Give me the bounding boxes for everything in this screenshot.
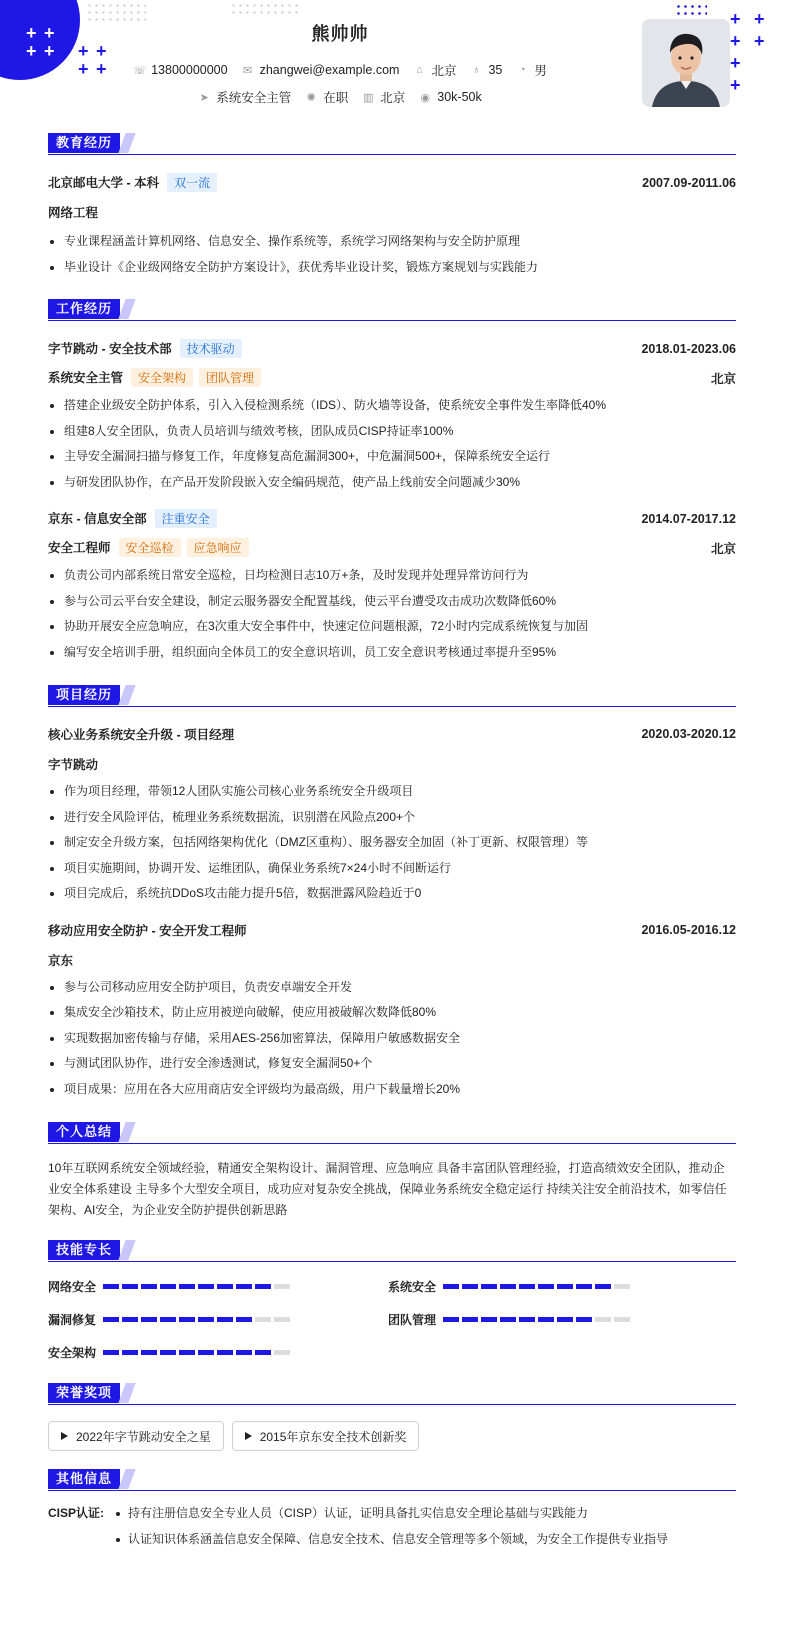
skill-level-segment (160, 1350, 176, 1355)
age-item (470, 61, 502, 79)
list-item: 组建8人安全团队，负责人员培训与绩效考核，团队成员CISP持证率100% (48, 419, 736, 445)
company-name: 京东 - 信息安全部 (48, 512, 147, 526)
decor-plus-icon: + (78, 59, 89, 79)
company-tag: 技术驱动 (180, 339, 242, 358)
skill-level-segment (481, 1284, 497, 1289)
decor-plus-icon: + (730, 53, 741, 73)
award-label: 2015年京东安全技术创新奖 (259, 1429, 407, 1444)
target-city-item (362, 88, 405, 106)
projects-section (48, 685, 736, 1102)
decor-plus-icon: + (44, 23, 55, 43)
skill-level-segment (141, 1284, 157, 1289)
skill-level-segment (198, 1317, 214, 1322)
skill-level-segment (519, 1284, 535, 1289)
project-name: 移动应用安全防护 - 安全开发工程师 (48, 923, 247, 938)
award-item (48, 1421, 224, 1451)
skill-level-segment (614, 1317, 630, 1322)
other-bullets (114, 1501, 668, 1552)
title-decor (118, 1383, 135, 1403)
avatar (642, 19, 730, 107)
section-header (48, 1240, 736, 1262)
contact-row (0, 61, 680, 79)
skill-item (48, 1336, 388, 1369)
project-period: 2016.05-2016.12 (641, 922, 736, 937)
project-row (48, 921, 736, 939)
job-row (48, 339, 736, 358)
phone-text: 13800000000 (151, 63, 228, 77)
skill-level-segment (595, 1317, 611, 1322)
home-icon: ⌂ (416, 64, 423, 76)
decor-plus-icon: + (26, 41, 37, 61)
list-item: 项目完成后，系统抗DDoS攻击能力提升5倍，数据泄露风险趋近于0 (48, 881, 736, 907)
decor-plus-icon: + (730, 31, 741, 51)
skill-item (388, 1303, 728, 1336)
skill-level-segment (462, 1317, 478, 1322)
job-row (48, 509, 736, 528)
skill-item (388, 1270, 728, 1303)
skill-level-segment (217, 1284, 233, 1289)
skill-level-segment (255, 1350, 271, 1355)
skill-level-segment (576, 1284, 592, 1289)
skill-name: 系统安全 (388, 1280, 437, 1294)
project-name: 核心业务系统安全升级 - 项目经理 (48, 728, 235, 742)
skill-level-segment (122, 1317, 138, 1322)
skill-level-segment (595, 1284, 611, 1289)
list-item: 进行安全风险评估，梳理业务系统数据流，识别潜在风险点200+个 (48, 805, 736, 831)
skill-level-segment (160, 1284, 176, 1289)
list-item: 认证知识体系涵盖信息安全保障、信息安全技术、信息安全管理等多个领域，为安全工作提供专业指导 (114, 1527, 668, 1553)
salary-text: 30k-50k (437, 90, 482, 104)
skill-level-segment (217, 1317, 233, 1322)
title-decor (118, 133, 135, 153)
role-row (48, 368, 736, 387)
school-name: 北京邮电大学 - 本科 (48, 176, 160, 190)
avatar-portrait-icon (642, 19, 730, 107)
skill-level-segment (160, 1317, 176, 1322)
awards-list (48, 1421, 736, 1451)
gender-icon: ◔ (519, 64, 526, 76)
skill-level-segment (443, 1317, 459, 1322)
email-text: zhangwei@example.com (259, 63, 400, 77)
skill-level-segment (557, 1317, 573, 1322)
gender-text: 男 (534, 64, 547, 78)
skill-level-segment (614, 1284, 630, 1289)
skill-level-segment (519, 1317, 535, 1322)
decor-plus-icon: + (730, 75, 741, 95)
skill-level-segment (557, 1284, 573, 1289)
job-bullets (48, 563, 736, 665)
location-text: 北京 (431, 64, 457, 78)
skill-level-segment (274, 1317, 290, 1322)
decor-plus-icon: + (26, 23, 37, 43)
project-row (48, 725, 736, 743)
project-bullets (48, 779, 736, 907)
title-decor (118, 685, 135, 705)
decor-plus-icon: + (96, 59, 107, 79)
location-item (413, 61, 456, 79)
list-item: 项目实施期间，协调开发、运维团队，确保业务系统7×24小时不间断运行 (48, 856, 736, 882)
major-name: 网络工程 (48, 206, 99, 220)
skill-name: 漏洞修复 (48, 1313, 97, 1327)
other-row (48, 1501, 736, 1552)
role-tag: 团队管理 (199, 368, 261, 387)
list-item: 与测试团队协作，进行安全渗透测试，修复安全漏洞50+个 (48, 1051, 736, 1077)
section-header (48, 133, 736, 155)
section-title: 荣誉奖项 (48, 1383, 120, 1403)
mail-icon: ✉ (242, 64, 253, 77)
skill-name: 安全架构 (48, 1346, 97, 1360)
job-city: 北京 (710, 541, 736, 556)
education-section (48, 133, 736, 280)
list-item: 项目成果：应用在各大应用商店安全评级均为最高级，用户下载量增长20% (48, 1077, 736, 1103)
skill-level-segment (500, 1317, 516, 1322)
decor-plus-icon: + (78, 41, 89, 61)
list-item: 制定安全升级方案，包括网络架构优化（DMZ区重构）、服务器安全加固（补丁更新、权限管理）等 (48, 830, 736, 856)
status-icon: ✺ (306, 91, 316, 104)
title-decor (118, 299, 135, 319)
education-bullets (48, 229, 736, 280)
list-item: 参与公司云平台安全建设，制定云服务器安全配置基线，使云平台遭受攻击成功次数降低60% (48, 589, 736, 615)
skill-level-segment (236, 1284, 252, 1289)
skill-level-segment (141, 1317, 157, 1322)
list-item: 与研发团队协作，在产品开发阶段嵌入安全编码规范，使产品上线前安全问题减少30% (48, 470, 736, 496)
skill-level-segment (576, 1317, 592, 1322)
decor-plus-icon: + (96, 41, 107, 61)
list-item: 参与公司移动应用安全防护项目，负责安卓端安全开发 (48, 975, 736, 1001)
skill-level-segment (236, 1317, 252, 1322)
skill-level-bar (443, 1317, 630, 1322)
list-item: 协助开展安全应急响应，在3次重大安全事件中，快速定位问题根源，72小时内完成系统恢复与加固 (48, 614, 736, 640)
job-bullets (48, 393, 736, 495)
awards-section (48, 1383, 736, 1451)
skill-level-segment (103, 1284, 119, 1289)
company-tag: 注重安全 (155, 509, 217, 528)
salary-item (419, 88, 481, 106)
decor-plus-icon: + (754, 9, 765, 29)
skill-item (48, 1303, 388, 1336)
section-header (48, 1122, 736, 1144)
skill-name: 团队管理 (388, 1313, 437, 1327)
skill-level-segment (236, 1350, 252, 1355)
project-period: 2020.03-2020.12 (641, 727, 736, 741)
skill-level-segment (103, 1317, 119, 1322)
skill-level-segment (179, 1350, 195, 1355)
title-decor (118, 1240, 135, 1260)
skill-level-segment (179, 1284, 195, 1289)
company-name: 字节跳动 - 安全技术部 (48, 342, 172, 356)
section-header (48, 685, 736, 707)
summary-text: 10年互联网系统安全领域经验，精通安全架构设计、漏洞管理、应急响应 具备丰富团队管理经验，打造高绩效安全团队，推动企业安全体系建设 主导多个大型安全项目，成功应对复杂安全挑战，保障业务系统安全稳定运行 持续关注安全前沿技术，如零信任架构、AI安全，为企业安全防护提供创新思路 (48, 1161, 727, 1217)
cake-icon: ♁ (472, 64, 481, 76)
award-label: 2022年字节跳动安全之星 (76, 1429, 211, 1444)
skill-level-bar (103, 1350, 290, 1355)
role-tag: 安全架构 (131, 368, 193, 387)
section-title: 个人总结 (48, 1122, 120, 1142)
job-period: 2018.01-2023.06 (641, 341, 736, 356)
work-section (48, 299, 736, 665)
skill-level-segment (198, 1284, 214, 1289)
list-item: 持有注册信息安全专业人员（CISP）认证，证明具备扎实信息安全理论基础与实践能力 (114, 1501, 668, 1527)
title-decor (118, 1469, 135, 1489)
project-bullets (48, 975, 736, 1103)
school-tag: 双一流 (167, 173, 217, 192)
decor-plus-icon: + (754, 31, 765, 51)
project-company: 京东 (48, 953, 74, 968)
position-item (198, 88, 291, 106)
list-item: 搭建企业级安全防护体系，引入入侵检测系统（IDS）、防火墙等设备，使系统安全事件发生率降低40% (48, 393, 736, 419)
education-period: 2007.09-2011.06 (642, 175, 736, 190)
list-item: 编写安全培训手册，组织面向全体员工的安全意识培训，员工安全意识考核通过率提升至95% (48, 640, 736, 666)
section-title: 项目经历 (48, 685, 120, 705)
role-name: 安全工程师 (48, 541, 111, 555)
age-text: 35 (488, 63, 503, 77)
email-item (242, 61, 400, 79)
award-item (232, 1421, 420, 1451)
role-tag: 应急响应 (187, 538, 249, 557)
skill-name: 网络安全 (48, 1280, 97, 1294)
skill-item (48, 1270, 388, 1303)
list-item: 负责公司内部系统日常安全巡检，日均检测日志10万+条，及时发现并处理异常访问行为 (48, 563, 736, 589)
role-name: 系统安全主管 (48, 371, 124, 385)
skill-level-segment (103, 1350, 119, 1355)
major-row (48, 203, 736, 221)
skill-level-segment (255, 1317, 271, 1322)
skill-level-segment (538, 1317, 554, 1322)
skill-level-segment (274, 1284, 290, 1289)
section-header (48, 299, 736, 321)
section-title: 其他信息 (48, 1469, 120, 1489)
job-city: 北京 (710, 371, 736, 386)
section-header (48, 1469, 736, 1491)
play-icon (61, 1432, 68, 1440)
resume-header (0, 0, 794, 120)
phone-icon: ☏ (133, 64, 147, 77)
skill-level-segment (500, 1284, 516, 1289)
target-city-text: 北京 (380, 91, 406, 105)
decor-plus-icon: + (730, 9, 741, 29)
education-row (48, 173, 736, 192)
skill-level-segment (274, 1350, 290, 1355)
skill-level-bar (443, 1284, 630, 1289)
skill-level-segment (122, 1350, 138, 1355)
coin-icon: ◉ (420, 91, 431, 104)
role-row (48, 538, 736, 557)
summary-section (48, 1122, 736, 1221)
gender-item (516, 61, 547, 79)
list-item: 毕业设计《企业级网络安全防护方案设计》，获优秀毕业设计奖，锻炼方案规划与实践能力 (48, 255, 736, 281)
title-decor (118, 1122, 135, 1142)
skill-level-segment (481, 1317, 497, 1322)
list-item: 主导安全漏洞扫描与修复工作，年度修复高危漏洞300+，中危漏洞500+，保障系统安全运行 (48, 444, 736, 470)
project-company-row (48, 951, 736, 969)
skill-level-bar (103, 1317, 290, 1322)
skill-level-segment (141, 1350, 157, 1355)
skill-level-segment (217, 1350, 233, 1355)
list-item: 作为项目经理，带领12人团队实施公司核心业务系统安全升级项目 (48, 779, 736, 805)
skills-list (48, 1270, 736, 1369)
job-period: 2014.07-2017.12 (641, 511, 736, 526)
skills-section (48, 1240, 736, 1369)
status-text: 在职 (323, 91, 349, 105)
status-item (305, 88, 348, 106)
position-text: 系统安全主管 (216, 91, 292, 105)
skill-level-segment (462, 1284, 478, 1289)
skill-level-segment (255, 1284, 271, 1289)
phone-item (133, 61, 227, 79)
section-title: 工作经历 (48, 299, 120, 319)
section-title: 技能专长 (48, 1240, 120, 1260)
list-item: 专业课程涵盖计算机网络、信息安全、操作系统等，系统学习网络架构与安全防护原理 (48, 229, 736, 255)
play-icon (245, 1432, 252, 1440)
list-item: 集成安全沙箱技术，防止应用被逆向破解，使应用被破解次数降低80% (48, 1000, 736, 1026)
other-key: CISP认证: (48, 1506, 105, 1520)
candidate-name: 熊帅帅 (311, 24, 369, 44)
skill-level-segment (443, 1284, 459, 1289)
section-title: 教育经历 (48, 133, 120, 153)
decor-plus-icon: + (44, 41, 55, 61)
project-company: 字节跳动 (48, 758, 99, 772)
role-tag: 安全巡检 (119, 538, 181, 557)
skill-level-segment (122, 1284, 138, 1289)
skill-level-segment (538, 1284, 554, 1289)
building-icon: ▥ (363, 91, 374, 104)
section-header (48, 1383, 736, 1405)
list-item: 实现数据加密传输与存储，采用AES-256加密算法，保障用户敏感数据安全 (48, 1026, 736, 1052)
skill-level-bar (103, 1284, 290, 1289)
skill-level-segment (179, 1317, 195, 1322)
other-section (48, 1469, 736, 1552)
send-icon: ➤ (199, 91, 209, 104)
skill-level-segment (198, 1350, 214, 1355)
job-intent-row (0, 88, 680, 106)
project-company-row (48, 755, 736, 773)
